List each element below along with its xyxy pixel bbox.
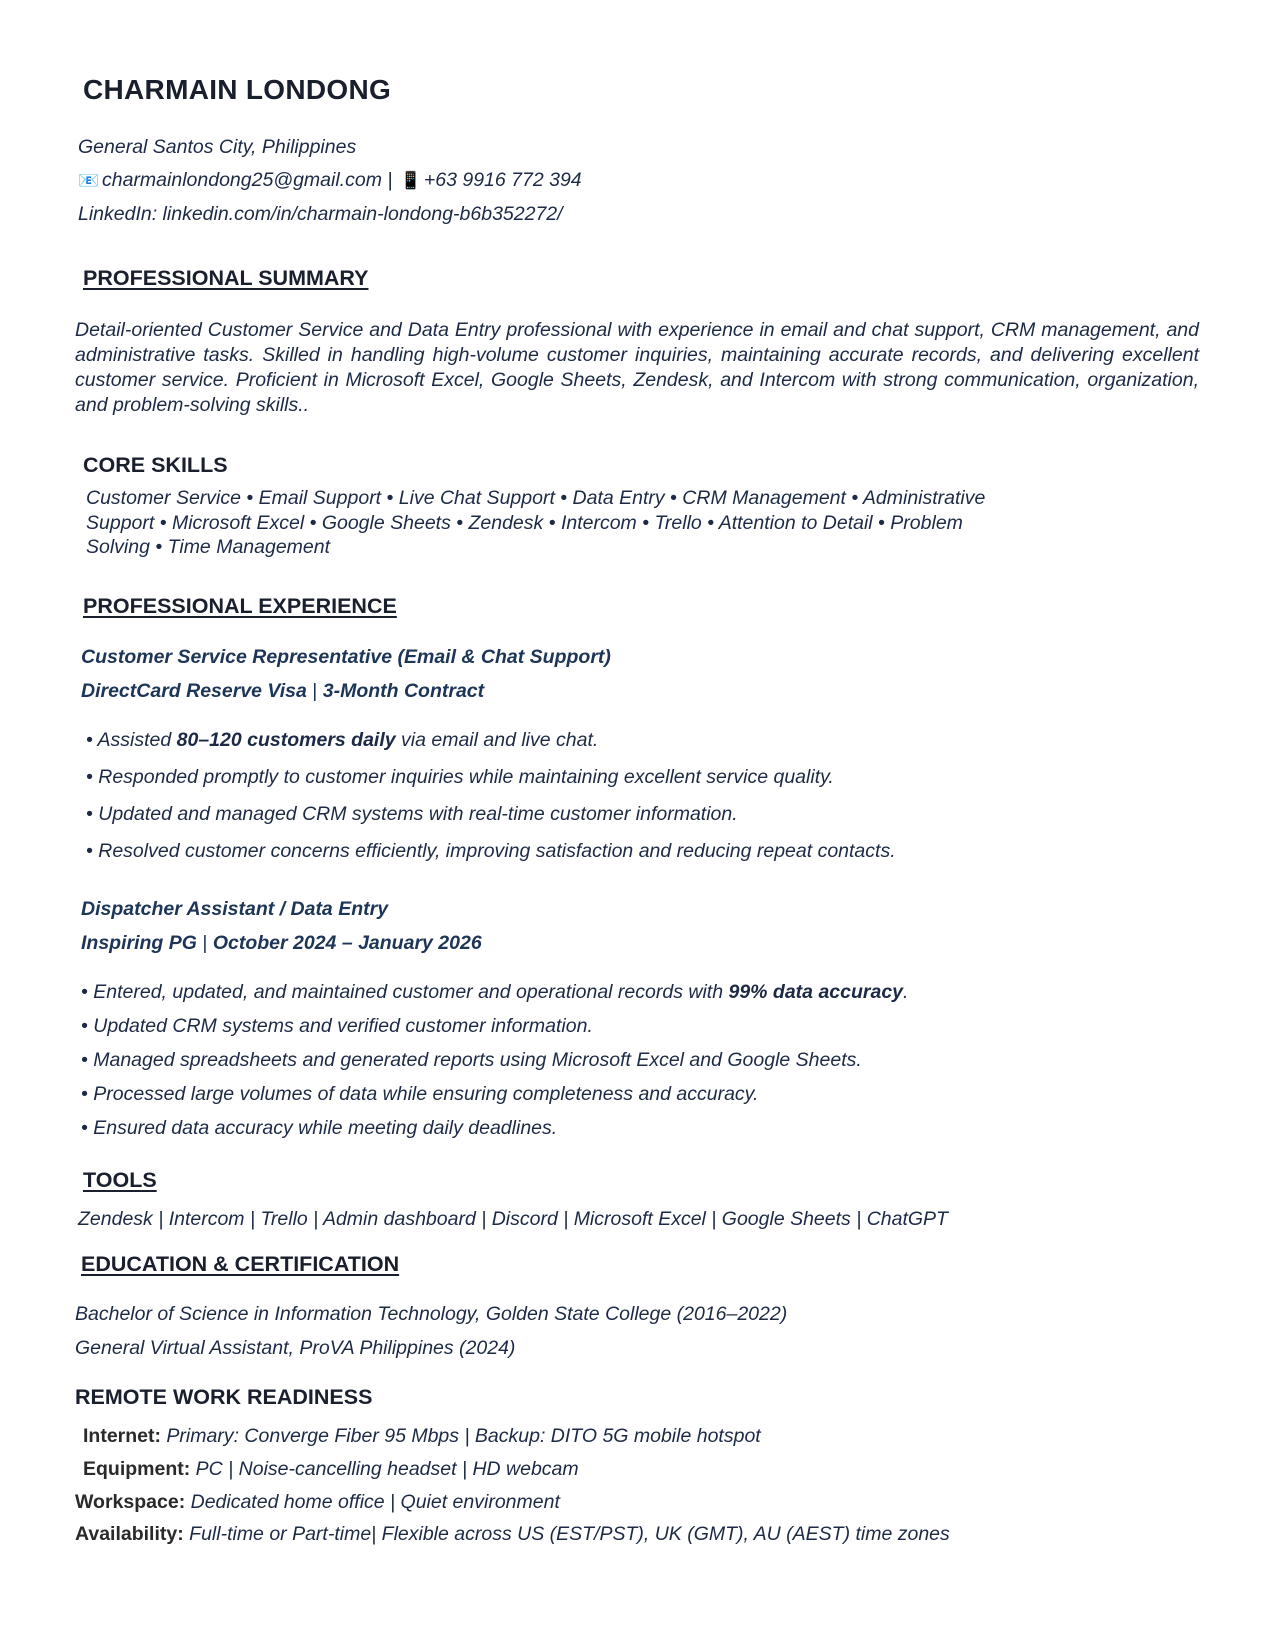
workspace-value: Dedicated home office | Quiet environment: [185, 1491, 560, 1513]
skills-text: Customer Service • Email Support • Live Chat Support • Data Entry • CRM Management • Administrative Support • Microsoft Excel • Google Sheets • Zendesk • Intercom • Trello • Attention to Detail • Problem Solving • Time Management: [86, 487, 986, 558]
job2-bullet-2: • Updated CRM systems and verified customer information.: [81, 1015, 593, 1037]
job1-title: Customer Service Representative (Email & Chat Support): [81, 646, 611, 668]
experience-heading: PROFESSIONAL EXPERIENCE: [83, 594, 397, 618]
education-heading: EDUCATION & CERTIFICATION: [81, 1252, 400, 1276]
internet-value: Primary: Converge Fiber 95 Mbps | Backup: DITO 5G mobile hotspot: [161, 1425, 761, 1447]
job2-separator: |: [196, 932, 213, 954]
job2-bullet-3: • Managed spreadsheets and generated reports using Microsoft Excel and Google Sheets.: [81, 1049, 862, 1071]
candidate-name: CHARMAIN LONDONG: [83, 74, 392, 105]
contact-line: [76, 169, 582, 192]
bullet-text: via email and live chat.: [395, 729, 599, 751]
bullet-highlight: 99% data accuracy: [728, 981, 904, 1003]
linkedin[interactable]: LinkedIn: linkedin.com/in/charmain-londong-b6b352272/: [78, 203, 563, 225]
job2-company: Inspiring PG: [81, 932, 197, 954]
availability-label: Availability:: [75, 1523, 184, 1545]
education-item-1: Bachelor of Science in Information Technology, Golden State College (2016–2022): [75, 1303, 788, 1325]
phone-icon: 📱: [400, 171, 422, 190]
bullet-text: • Assisted: [86, 729, 177, 751]
remote-workspace: [75, 1491, 560, 1514]
email-icon: 📧: [78, 171, 100, 190]
job2-bullet-1: [81, 981, 908, 1004]
job2-term: October 2024 – January 2026: [212, 932, 482, 954]
job1-bullet-3: • Updated and managed CRM systems with real-time customer information.: [86, 803, 738, 825]
job1-company-line: [81, 680, 484, 703]
phone[interactable]: +63 9916 772 394: [423, 169, 582, 191]
bullet-text: • Entered, updated, and maintained customer and operational records with: [81, 981, 729, 1003]
equipment-value: PC | Noise-cancelling headset | HD webcam: [190, 1458, 579, 1480]
job1-company: DirectCard Reserve Visa: [81, 680, 307, 702]
tools-text: Zendesk | Intercom | Trello | Admin dashboard | Discord | Microsoft Excel | Google Sheets | ChatGPT: [78, 1208, 948, 1230]
workspace-label: Workspace:: [75, 1491, 186, 1513]
email[interactable]: charmainlondong25@gmail.com: [102, 169, 382, 191]
bullet-text: .: [903, 981, 909, 1003]
tools-heading: TOOLS: [83, 1168, 157, 1192]
job1-term: 3-Month Contract: [322, 680, 485, 702]
remote-heading: REMOTE WORK READINESS: [75, 1385, 373, 1409]
equipment-label: Equipment:: [83, 1458, 191, 1480]
summary-text: Detail-oriented Customer Service and Data Entry professional with experience in email and chat support, CRM management, and administrative tasks. Skilled in handling high-volume customer inquiries, maintaining accurate records, and delivering excellent customer service. Proficient in Microsoft Excel, Google Sheets, Zendesk, and Intercom with strong communication, organization, and problem-solving skills..: [75, 319, 1199, 416]
remote-equipment: [83, 1458, 579, 1481]
bullet-highlight: 80–120 customers daily: [176, 729, 396, 751]
location: General Santos City, Philippines: [78, 136, 357, 158]
availability-value: Full-time or Part-time| Flexible across US (EST/PST), UK (GMT), AU (AEST) time zones: [183, 1523, 950, 1545]
job2-title: Dispatcher Assistant / Data Entry: [81, 898, 389, 920]
job1-bullet-2: • Responded promptly to customer inquiries while maintaining excellent service quality.: [86, 766, 834, 788]
job1-bullet-1: [86, 729, 598, 752]
skills-heading: CORE SKILLS: [83, 453, 228, 477]
education-item-2: General Virtual Assistant, ProVA Philippines (2024): [75, 1337, 516, 1359]
contact-separator: |: [381, 169, 398, 191]
internet-label: Internet:: [83, 1425, 161, 1447]
remote-availability: [75, 1523, 950, 1546]
summary-heading: PROFESSIONAL SUMMARY: [83, 266, 369, 290]
job2-bullet-5: • Ensured data accuracy while meeting daily deadlines.: [81, 1117, 558, 1139]
job1-separator: |: [306, 680, 323, 702]
job2-company-line: [81, 932, 482, 955]
job2-bullet-4: • Processed large volumes of data while ensuring completeness and accuracy.: [81, 1083, 759, 1105]
remote-internet: [83, 1425, 761, 1448]
job1-bullet-4: • Resolved customer concerns efficiently, improving satisfaction and reducing repeat contacts.: [86, 840, 896, 862]
